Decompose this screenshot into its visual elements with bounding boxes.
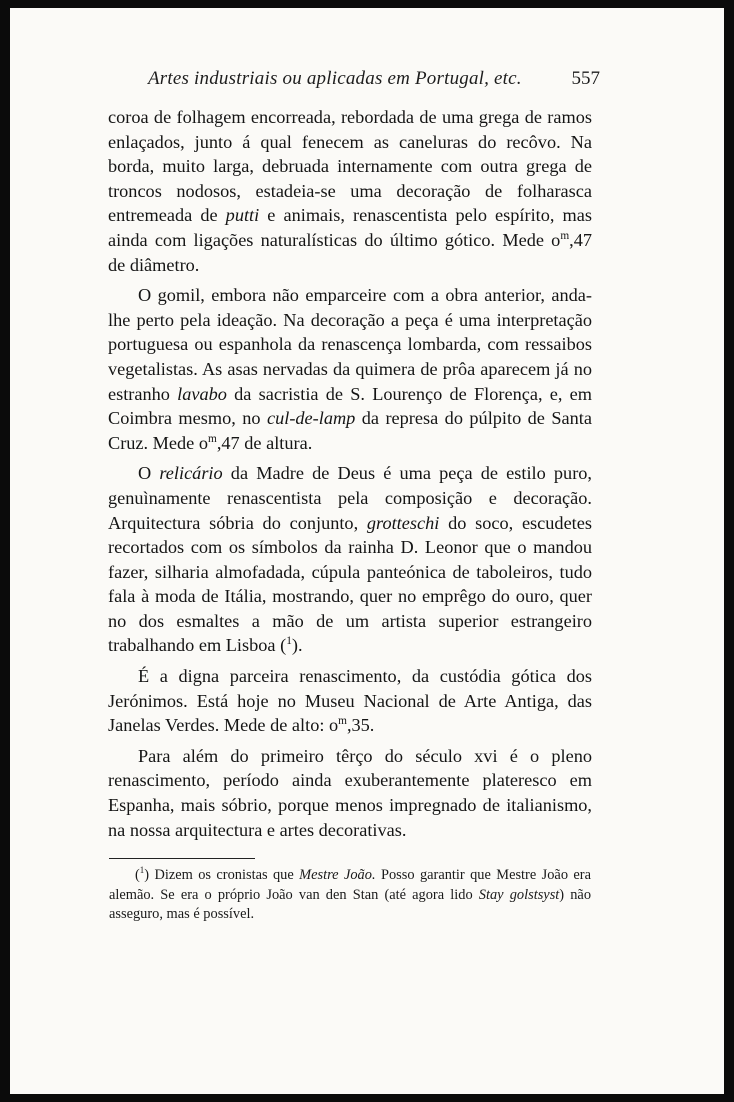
text-run: ,35. <box>346 715 375 736</box>
italic-term: Stay golstsyst <box>478 886 560 903</box>
footnote-divider <box>109 858 255 859</box>
text-run: É a digna parceira renascimento, da custódia gótica dos Jerónimos. Está hoje no Museu Nacional de Arte Antiga, das Janelas Verdes. Mede de alto: o <box>108 666 592 736</box>
paragraph-1 <box>108 105 592 277</box>
footnote-mark-close: ) <box>144 867 150 883</box>
text-run: O gomil, embora não emparceire com a obra anterior, anda-lhe perto pela ideação. Na decoração a peça é uma interpretação portuguesa ou espanhola da renascença lombarda, com ressaibos vegetalistas. As asas nervadas da quimera de prôa aparecem já no estranho <box>108 285 592 404</box>
text-run: Dizem os cronistas que <box>149 867 300 883</box>
book-page <box>10 8 724 1094</box>
text-run: Para além do primeiro têrço do século xvi é o pleno renascimento, período ainda exuberantemente plateresco em Espanha, mais sóbrio, porque menos impregnado de italianismo, na nossa arquitectura e artes decorativas. <box>108 745 592 840</box>
italic-term: lavabo <box>177 383 227 404</box>
italic-term: grotteschi <box>366 512 440 533</box>
footnote-mark-number: 1 <box>139 865 145 876</box>
text-run: Posso garantir que Mestre João era alemão. Se era o próprio João van den Stan (até agora lido <box>109 867 591 903</box>
superscript-unit: m <box>560 229 570 242</box>
footnote <box>109 866 591 925</box>
paragraph-4 <box>108 664 592 738</box>
italic-term: putti <box>225 205 260 226</box>
paragraph-2 <box>108 283 592 455</box>
text-run: do soco, escudetes recortados com os símbolos da rainha D. Leonor que o mandou fazer, silharia almofadada, cúpula panteónica de taboleiros, tudo fala à moda de Itália, mostrando, quer no emprêgo do ouro, quer no dos esmaltes a mão de um artista superior estrangeiro trabalhando em Lisboa ( <box>108 512 592 656</box>
footnote-mark-open: ( <box>135 867 140 883</box>
superscript-unit: m <box>208 432 217 445</box>
text-run: da sacristia de S. Lourenço de Florença, e, em Coimbra mesmo, no <box>108 383 592 429</box>
text-run: O <box>138 463 160 484</box>
body-text <box>108 105 592 848</box>
text-run: e animais, renascentista pelo espírito, mas ainda com ligações naturalísticas do último gótico. Mede o <box>108 205 592 250</box>
italic-term: Mestre João. <box>299 867 376 883</box>
text-run: ,47 de diâmetro. <box>108 229 592 275</box>
text-run: ,47 de altura. <box>216 432 313 453</box>
running-title: Artes industriais ou aplicadas em Portugal, etc. <box>148 68 522 89</box>
italic-term: cul-de-lamp <box>266 408 356 429</box>
text-run: ). <box>291 635 303 656</box>
text-run: ) não asseguro, mas é possível. <box>109 886 592 922</box>
running-header <box>108 68 600 96</box>
paragraph-3 <box>108 461 592 658</box>
text-run: da Madre de Deus é uma peça de estilo puro, genuìnamente renascentista pela composição e decoração. Arquitectura sóbria do conjunto, <box>108 463 592 533</box>
footnote-reference: 1 <box>286 635 292 648</box>
text-run: coroa de folhagem encorreada, rebordada de uma grega de ramos enlaçados, junto á qual fenecem as caneluras do recôvo. Na borda, muito larga, debruada internamente com outra grega de troncos nodosos, estadeia-se uma decoração de folharasca entremeada de <box>108 107 592 226</box>
italic-term: relicário <box>159 463 223 484</box>
superscript-unit: m <box>338 715 347 728</box>
page-number: 557 <box>571 68 600 89</box>
text-run: da represa do púlpito de Santa Cruz. Mede o <box>108 408 592 453</box>
paragraph-5 <box>108 744 592 842</box>
